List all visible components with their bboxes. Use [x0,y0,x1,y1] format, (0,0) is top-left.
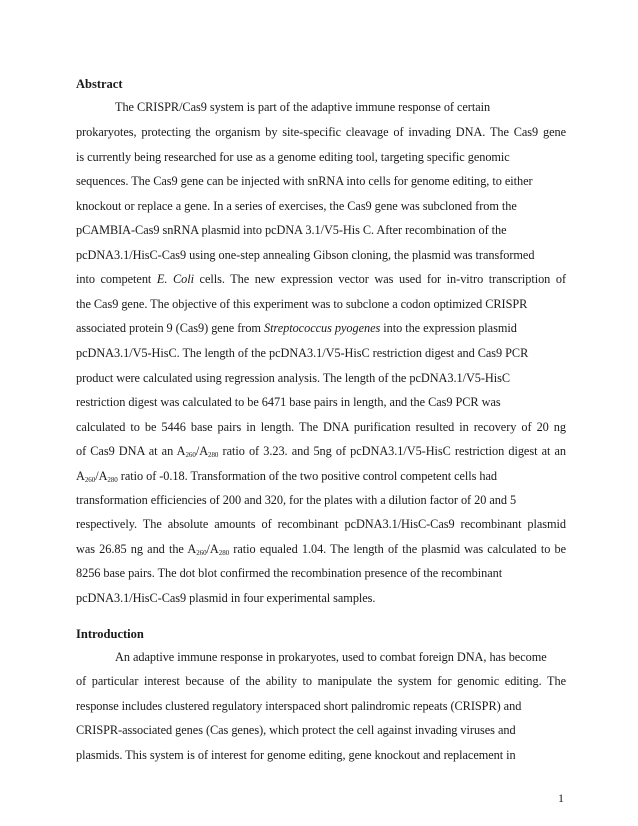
abstract-line: pcDNA3.1/HisC-Cas9 plasmid in four experimental samples. [76,591,376,605]
abstract-line: The CRISPR/Cas9 system is part of the adaptive immune response of certain [115,100,491,114]
line-text: into competent [76,272,157,286]
italic-species-name: Streptococcus pyogenes [263,321,381,335]
line-text: cells. The new expression vector was used for in-vitro transcription of [193,272,566,286]
abstract-line: pCAMBIA-Cas9 snRNA plasmid into pcDNA 3.1/V5-His C. After recombination of the [76,223,507,237]
line-text: associated protein 9 (Cas9) gene from [76,321,264,335]
subscript: 280 [208,451,219,459]
subscript: 260 [196,549,207,557]
abstract-line: 8256 base pairs. The dot blot confirmed the recombination presence of the recombinant [76,566,503,580]
line-text: of Cas9 DNA at an A [76,444,186,458]
abstract-line [76,445,566,457]
abstract-heading: Abstract [76,77,123,91]
abstract-line: the Cas9 gene. The objective of this experiment was to subclone a codon optimized CRISPR [76,297,528,311]
abstract-line: prokaryotes, protecting the organism by site-specific cleavage of invading DNA. The Cas9 gene [76,125,566,139]
introduction-line: CRISPR-associated genes (Cas genes), which protect the cell against invading viruses and [76,723,516,737]
subscript: 280 [107,476,118,484]
abstract-line: pcDNA3.1/HisC-Cas9 using one-step annealing Gibson cloning, the plasmid was transformed [76,248,535,262]
abstract-line: product were calculated using regression analysis. The length of the pcDNA3.1/V5-HisC [76,371,511,385]
subscript: 260 [185,451,196,459]
introduction-line: An adaptive immune response in prokaryotes, used to combat foreign DNA, has become [115,650,547,664]
abstract-line: respectively. The absolute amounts of recombinant pcDNA3.1/HisC-Cas9 recombinant plasmid [76,517,566,531]
introduction-line: of particular interest because of the ability to manipulate the system for genomic editing. The [76,674,566,688]
page-number: 1 [558,791,564,805]
abstract-line [76,543,566,555]
line-text: was 26.85 ng and the A [76,542,197,556]
line-text: ratio of 3.23. and 5ng of pcDNA3.1/V5-HisC restriction digest at an [218,444,566,458]
introduction-heading: Introduction [76,627,144,641]
abstract-line [76,470,566,482]
abstract-line: pcDNA3.1/V5-HisC. The length of the pcDNA3.1/V5-HisC restriction digest and Cas9 PCR [76,346,529,360]
italic-species-name: E. Coli [156,272,194,286]
subscript: 260 [84,476,96,484]
abstract-line [76,322,566,334]
abstract-line: sequences. The Cas9 gene can be injected with snRNA into cells for genome editing, to either [76,174,533,188]
line-text: /A [206,542,219,556]
line-text: ratio equaled 1.04. The length of the plasmid was calculated to be [229,542,567,556]
introduction-line: response includes clustered regulatory interspaced short palindromic repeats (CRISPR) and [76,699,522,713]
line-text: /A [195,444,209,458]
abstract-line: knockout or replace a gene. In a series of exercises, the Cas9 gene was subcloned from the [76,199,517,213]
abstract-line: is currently being researched for use as a genome editing tool, targeting specific genomic [76,150,510,164]
line-text: A [76,469,85,483]
abstract-line: restriction digest was calculated to be 6471 base pairs in length, and the Cas9 PCR was [76,395,501,409]
abstract-line [76,273,566,285]
line-text: ratio of -0.18. Transformation of the two positive control competent cells had [117,469,497,483]
introduction-line: plasmids. This system is of interest for genome editing, gene knockout and replacement in [76,748,516,762]
subscript: 280 [218,549,230,557]
abstract-line: transformation efficiencies of 200 and 320, for the plates with a dilution factor of 20 and 5 [76,493,517,507]
line-text: /A [95,469,108,483]
abstract-line: calculated to be 5446 base pairs in length. The DNA purification resulted in recovery of 20 ng [76,420,566,434]
line-text: into the expression plasmid [380,321,517,335]
